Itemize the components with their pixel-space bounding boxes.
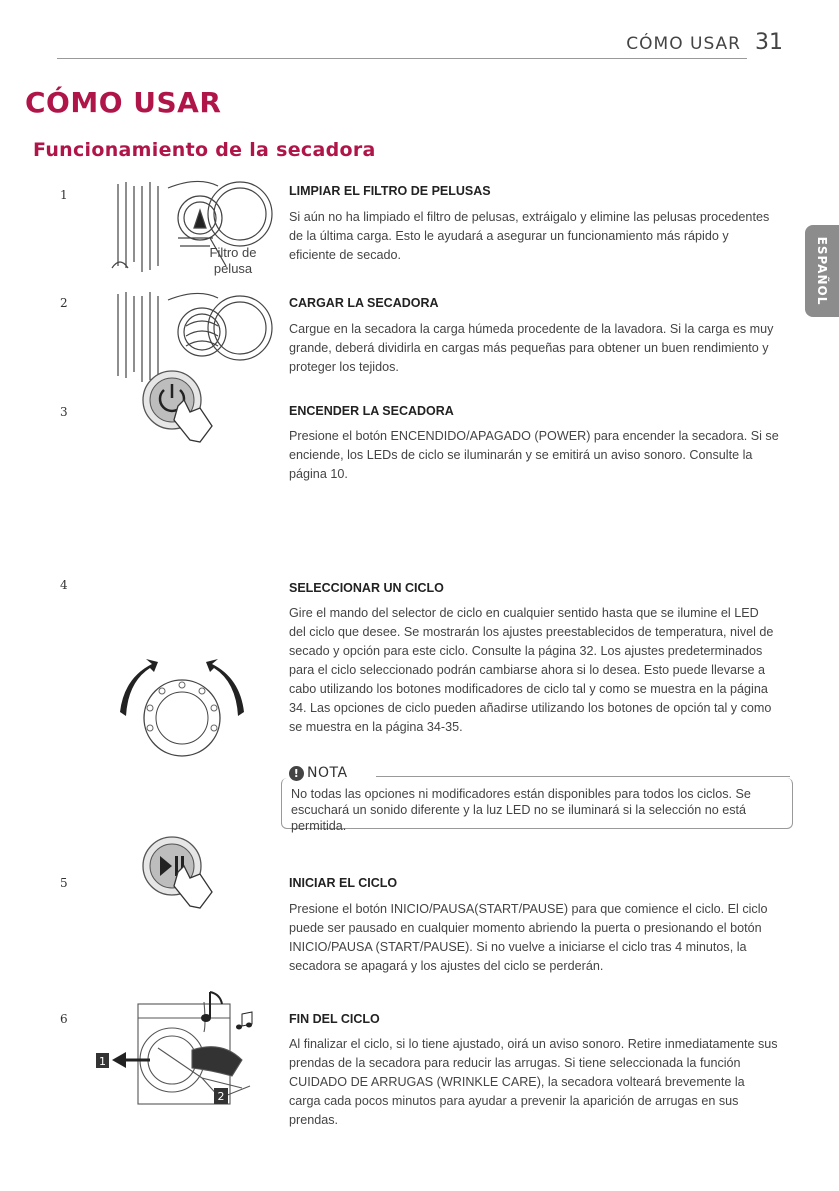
step-body: Presione el botón ENCENDIDO/APAGADO (POWER) para encender la secadora. Si se enciende, los LEDs de ciclo se iluminarán y se emitirá un aviso sonoro. Consulte la página 10. [289, 429, 779, 481]
note-label: NOTA [307, 765, 348, 781]
power-button-press-icon [142, 370, 222, 455]
step-marker-1: 1 [99, 1055, 106, 1068]
step-number: 4 [60, 578, 68, 592]
note-text: No todas las opciones ni modificadores están disponibles para todos los ciclos. Se escuchará un sonido diferente y la luz LED no se iluminará si la selección no está permitida. [291, 787, 751, 833]
step-heading: ENCENDER LA SECADORA [289, 404, 454, 418]
step-body: Gire el mando del selector de ciclo en cualquier sentido hasta que se ilumine el LED del ciclo que desee. Se mostrarán los ajustes preestablecidos de temperatura, nivel de secado y opción para este ciclo. Consulte la página 32. Los ajustes predeterminados para el ciclo seleccionado podrán cambiarse ahora si lo desea. Esto puede llevarse a cabo utilizando los botones modificadores de ciclo tal y como se muestra en la página 34. Las opciones de ciclo pueden añadirse utilizando los botones de opción tal y como se muestra en la página 34-35. [289, 606, 774, 734]
step-body: Si aún no ha limpiado el filtro de pelusas, extráigalo y elimine las pelusas procedentes de la última carga. Esto le ayudará a asegurar un funcionamiento más rápido y eficiente de secado. [289, 210, 770, 262]
step-body: Presione el botón INICIO/PAUSA(START/PAUSE) para que comience el ciclo. El ciclo puede ser pausado en cualquier momento abriendo la puerta o presionando el botón INICIO/PAUSA (START/PAUSE). Si no vuelve a iniciarse el ciclo tras 4 minutos, la secadora se apagará y los ajustes del ciclo se perderán. [289, 902, 768, 973]
page-title: CÓMO USAR [25, 86, 222, 119]
step-heading: INICIAR EL CICLO [289, 876, 398, 890]
step-heading: SELECCIONAR UN CICLO [289, 581, 444, 595]
step-marker-2: 2 [217, 1090, 225, 1103]
step-heading: FIN DEL CICLO [289, 1012, 380, 1026]
language-tab [805, 225, 839, 317]
lint-filter-label: Filtro de pelusa [209, 245, 257, 276]
note-rule [376, 776, 790, 777]
cycle-selector-knob-illustration [112, 658, 252, 763]
note-header [289, 765, 354, 781]
step-heading: LIMPIAR EL FILTRO DE PELUSAS [289, 184, 491, 198]
start-pause-button-press-icon [142, 836, 222, 921]
language-tab-label: ESPAÑOL [815, 236, 829, 306]
step-body: Al finalizar el ciclo, si lo tiene ajustado, oirá un aviso sonoro. Retire inmediatamente sus prendas de la secadora para reducir las arrugas. Si tiene seleccionada la función CUIDADO DE ARRUGAS (WRINKLE CARE), la secadora volteará brevemente la carga cada pocos minutos para ayudar a prevenir la aparición de arrugas en sus prendas. [289, 1037, 778, 1127]
unload-dryer-illustration [92, 990, 282, 1110]
header-section: CÓMO USAR [626, 34, 741, 54]
running-header [626, 30, 783, 55]
section-subtitle: Funcionamiento de la secadora [33, 139, 376, 161]
info-icon: ! [289, 766, 304, 781]
page-number: 31 [755, 30, 783, 55]
header-rule [57, 58, 747, 59]
step-number: 5 [60, 876, 68, 890]
step-body: Cargue en la secadora la carga húmeda procedente de la lavadora. Si la carga es muy grande, deberá dividirla en cargas más pequeñas para obtener un buen rendimiento y proteger los tejidos. [289, 322, 774, 374]
step-number: 1 [60, 188, 68, 202]
step-heading: CARGAR LA SECADORA [289, 296, 439, 310]
step-number: 2 [60, 296, 68, 310]
step-number: 3 [60, 405, 68, 419]
step-number: 6 [60, 1012, 68, 1026]
